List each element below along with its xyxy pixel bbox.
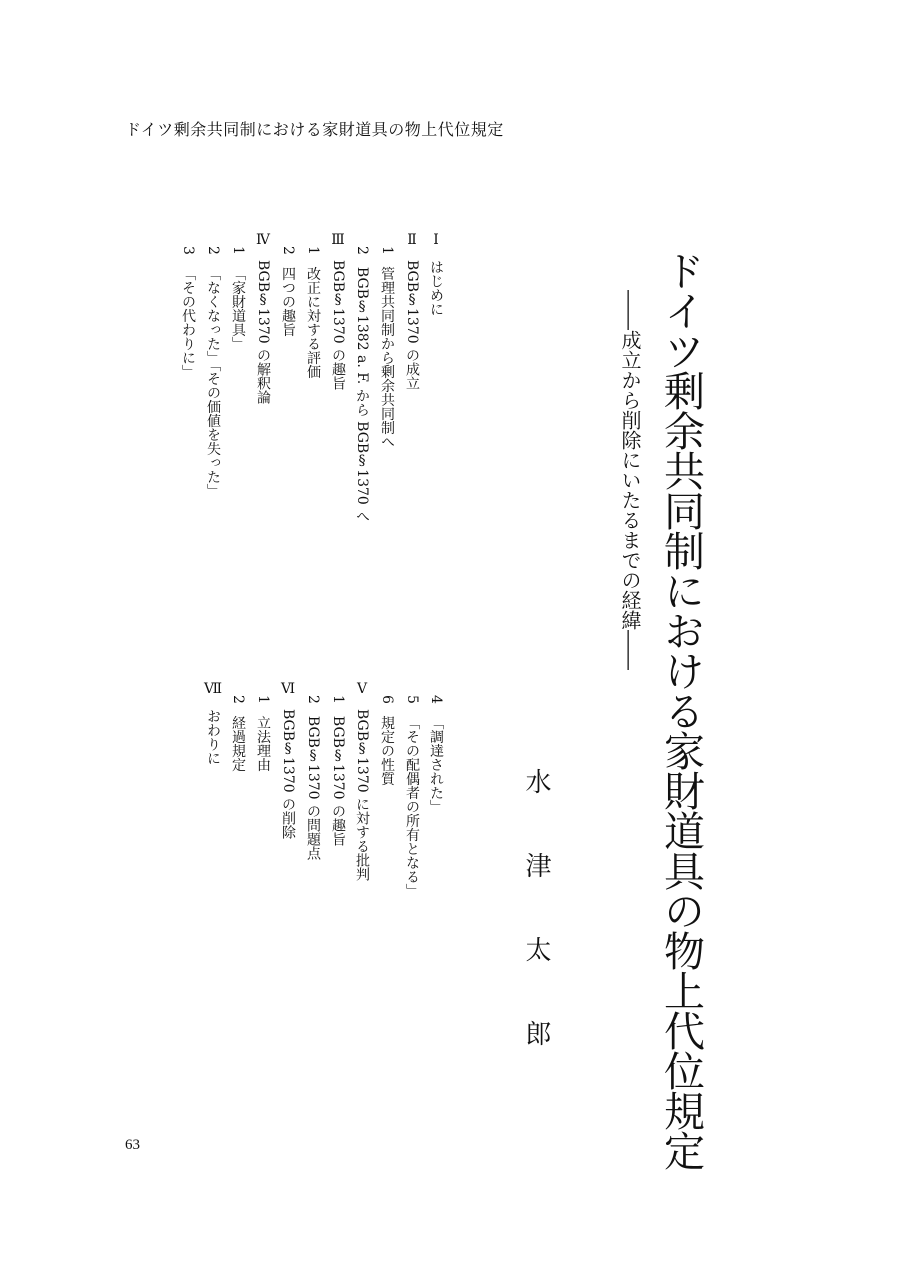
toc-item-text: おわりに xyxy=(205,709,221,765)
toc-item-text: BGB§1370 の趣旨 xyxy=(330,715,346,847)
toc-item xyxy=(231,695,245,772)
toc-item-text: BGB§1370 の趣旨 xyxy=(330,260,346,391)
toc-item xyxy=(331,232,345,390)
toc-item xyxy=(181,246,195,379)
toc-item-text: 「その代わりに」 xyxy=(180,266,196,379)
toc-item xyxy=(281,681,295,839)
toc-item-number: 6 xyxy=(379,695,395,704)
toc-item xyxy=(380,246,394,449)
toc-item-number: 2 xyxy=(230,695,246,704)
toc-item-text: BGB§1370 の問題点 xyxy=(305,715,321,861)
toc-item-number: 4 xyxy=(428,695,444,704)
toc-item xyxy=(405,232,419,390)
toc-item-number: Ⅱ xyxy=(404,232,420,248)
toc-item-number: 3 xyxy=(180,246,196,255)
toc-item xyxy=(306,246,320,379)
toc-item-text: BGB§1370 の成立 xyxy=(404,260,420,391)
toc-item-number: 1 xyxy=(330,695,346,704)
toc-item-text: 「家財道具」 xyxy=(230,266,246,351)
toc-item-text: 改正に対する評価 xyxy=(305,266,321,379)
toc-item-text: 「なくなった」「その価値を失った」 xyxy=(205,266,221,498)
toc-item-text: 四つの趣旨 xyxy=(280,266,296,337)
toc-item-number: Ⅵ xyxy=(280,681,296,697)
toc-item-number: 1 xyxy=(255,695,271,704)
toc-item-text: BGB§1370 の解釈論 xyxy=(255,260,271,405)
running-header: ドイツ剰余共同制における家財道具の物上代位規定 xyxy=(125,120,504,139)
toc-item-number: Ⅴ xyxy=(354,681,370,697)
toc-item-text: 規定の性質 xyxy=(379,715,395,786)
toc-item-text: BGB§1370 の削除 xyxy=(280,709,296,840)
toc-item xyxy=(429,232,443,316)
toc-item xyxy=(331,695,345,846)
toc-item-text: 立法理由 xyxy=(255,715,271,772)
toc-item xyxy=(355,681,369,881)
toc-item-number: Ⅲ xyxy=(330,232,346,248)
toc-item-number: Ⅰ xyxy=(428,232,444,248)
toc-item-text: はじめに xyxy=(428,260,444,316)
toc-item-text: 経過規定 xyxy=(230,715,246,772)
toc-item-text: 管理共同制から剰余共同制へ xyxy=(379,266,395,449)
toc-item xyxy=(380,695,394,786)
table-of-contents xyxy=(0,232,910,932)
toc-item xyxy=(231,246,245,351)
toc-item-number: 1 xyxy=(379,246,395,255)
toc-item-number: 2 xyxy=(354,246,370,255)
toc-item-number: Ⅳ xyxy=(255,232,271,248)
toc-item-text: 「調達された」 xyxy=(428,715,444,814)
page-number: 63 xyxy=(125,1137,140,1153)
toc-item-number: 1 xyxy=(230,246,246,255)
toc-item-number: 5 xyxy=(404,695,420,704)
toc-item xyxy=(281,246,295,337)
toc-item-number: 2 xyxy=(205,246,221,255)
toc-item-text: BGB§1370 に対する批判 xyxy=(354,709,370,882)
author-name: 水津太郎 xyxy=(521,768,551,1104)
toc-item-text: 「その配偶者の所有となる」 xyxy=(404,715,420,898)
toc-item xyxy=(206,246,220,498)
article-subtitle: ――成立から削除にいたるまでの経緯―― xyxy=(618,290,642,670)
article-title: ドイツ剰余共同制における家財道具の物上代位規定 xyxy=(657,250,705,1170)
toc-item xyxy=(306,695,320,860)
toc-item-number: 2 xyxy=(305,695,321,704)
toc-item xyxy=(355,246,369,523)
toc-item xyxy=(405,695,419,898)
toc-item-number: Ⅶ xyxy=(205,681,221,697)
toc-item xyxy=(429,695,443,814)
toc-item-number: 1 xyxy=(305,246,321,255)
toc-item-number: 2 xyxy=(280,246,296,255)
toc-item-text: BGB§1382 a. F. から BGB§1370 へ xyxy=(354,266,370,524)
toc-item xyxy=(256,695,270,772)
toc-item xyxy=(256,232,270,404)
toc-item xyxy=(206,681,220,765)
